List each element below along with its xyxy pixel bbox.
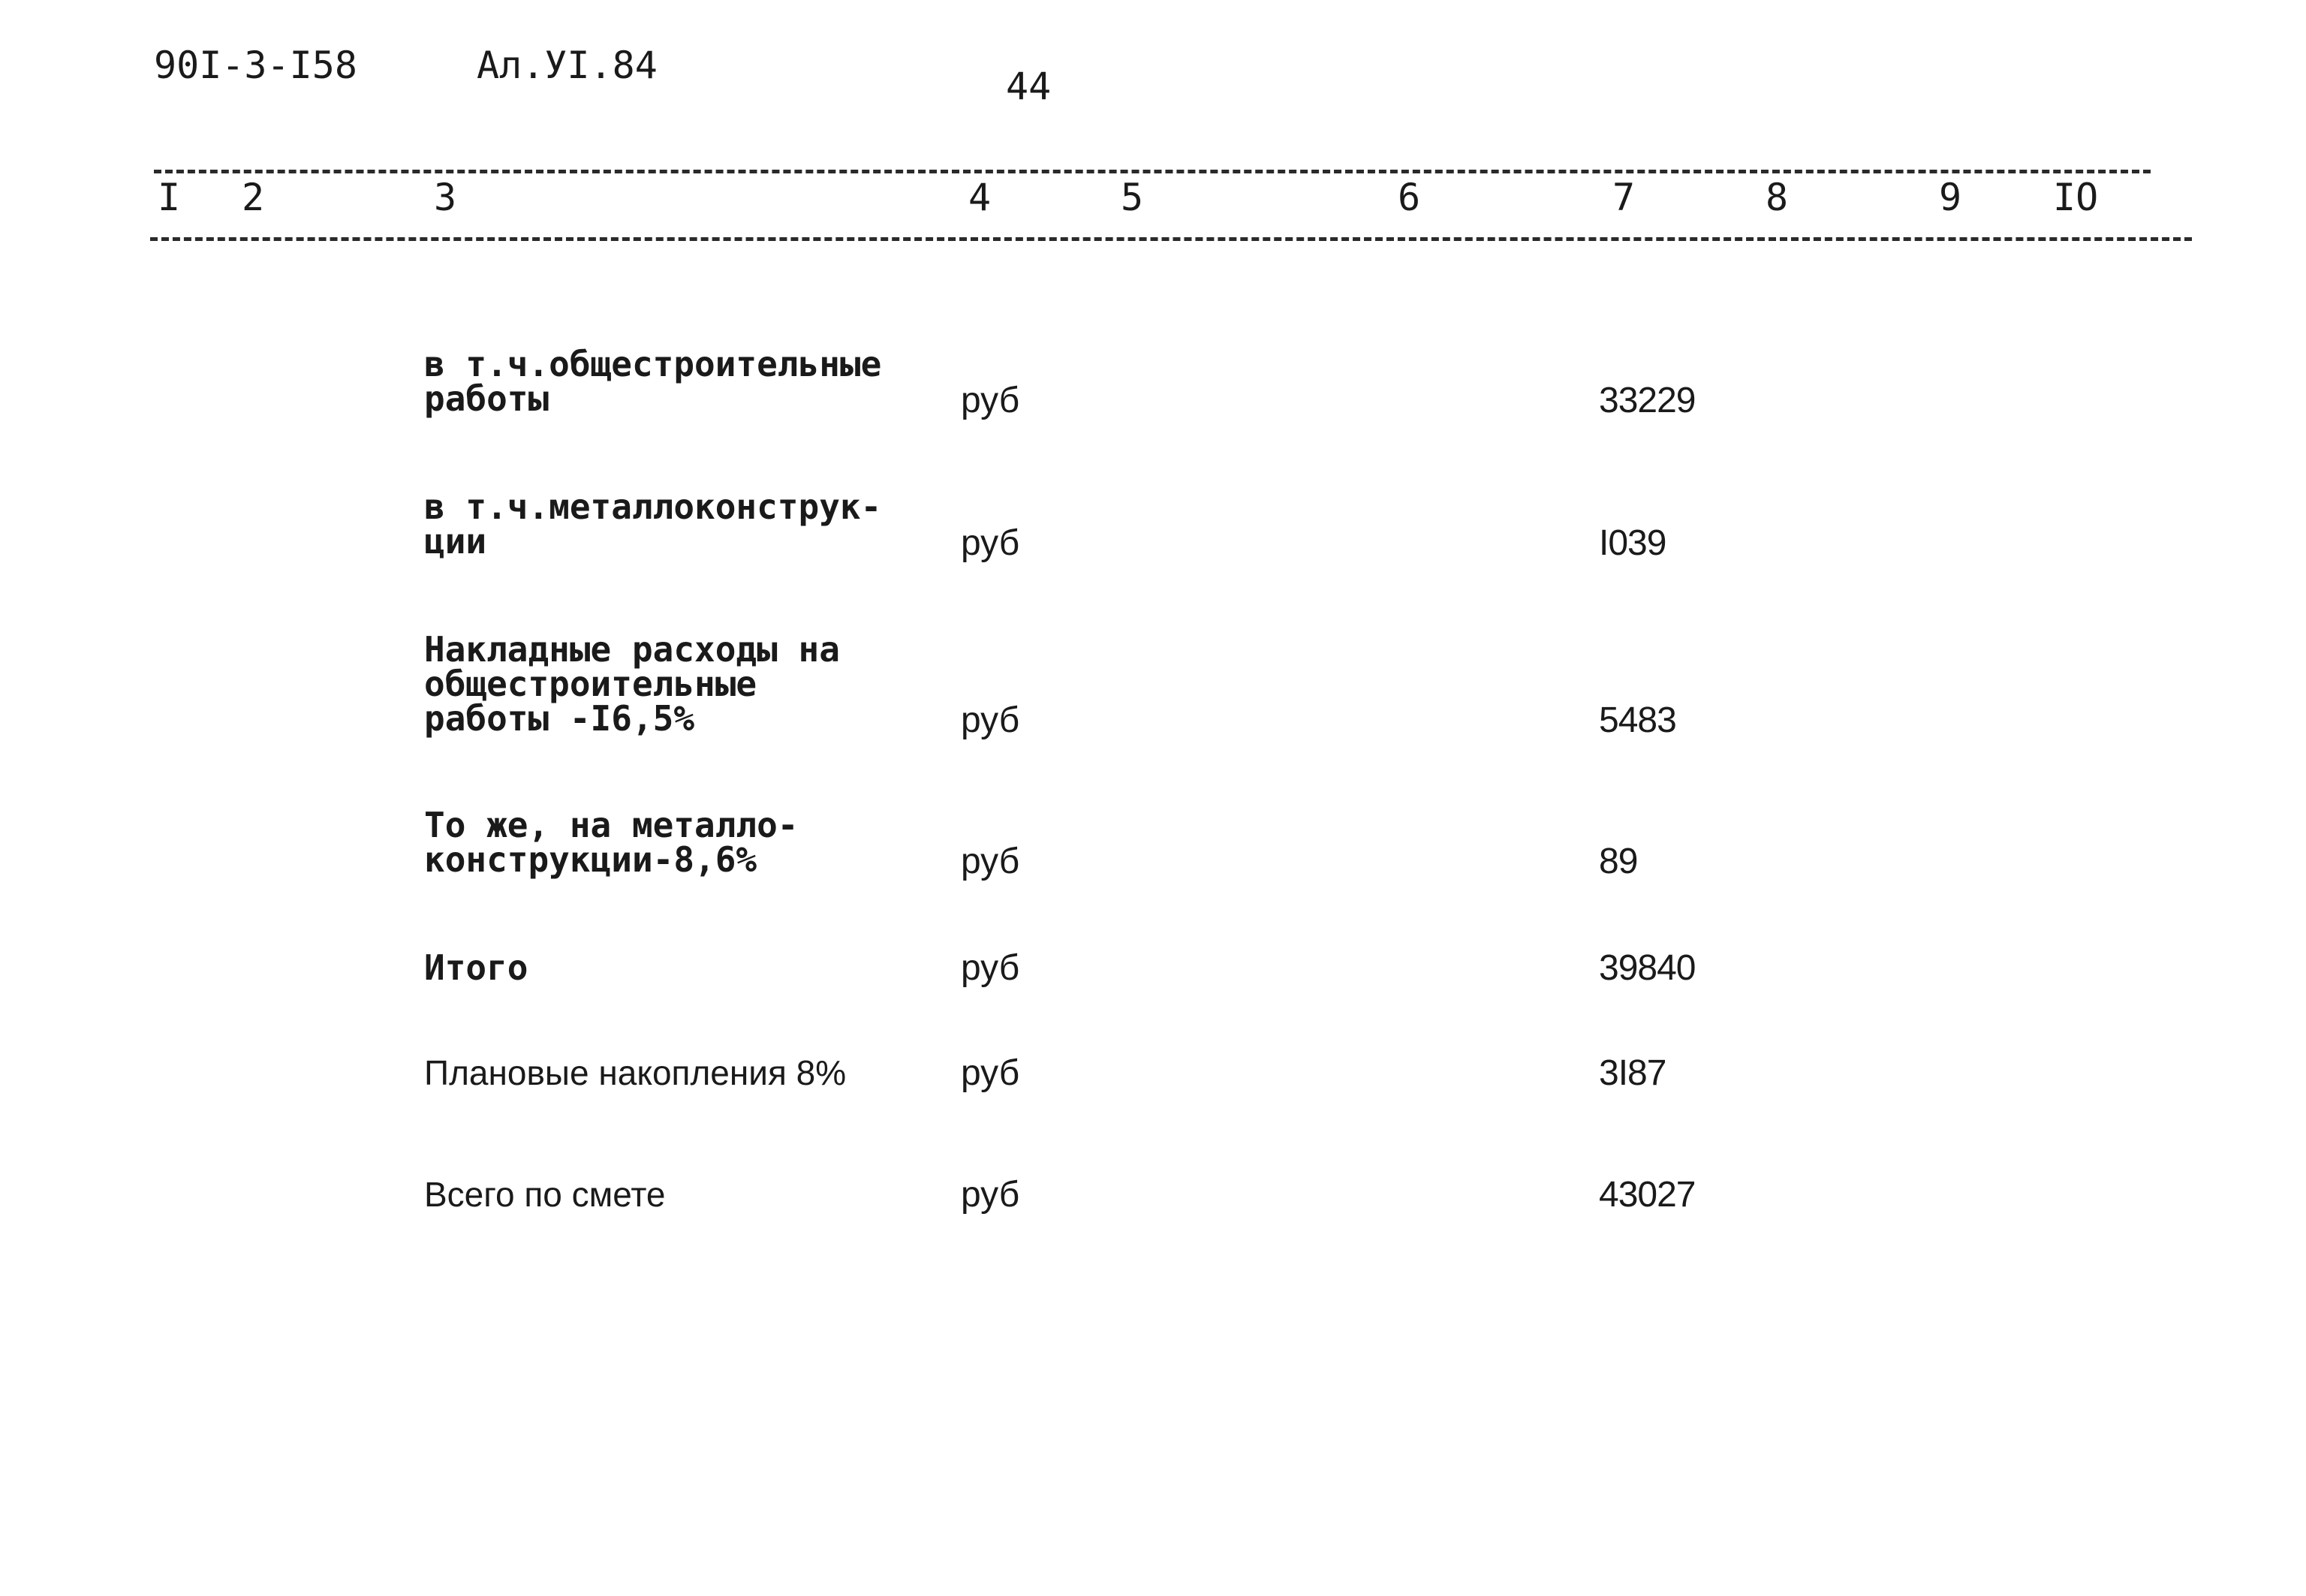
row-unit: руб (961, 948, 1020, 988)
row-amount: 89 (1599, 842, 1638, 881)
row-unit: руб (961, 1053, 1020, 1093)
row-unit: руб (961, 700, 1020, 740)
row-unit: руб (961, 523, 1020, 563)
page-number: 44 (1006, 65, 1052, 108)
column-number-7: 7 (1612, 176, 1636, 219)
column-header-top-rule (154, 170, 2151, 173)
row-amount: 3I87 (1599, 1053, 1666, 1093)
column-number-10: IO (2053, 176, 2099, 219)
row-description: Накладные расходы на общестроительные работы -I6,5% (424, 629, 840, 739)
page-header (0, 44, 2306, 108)
row-unit: руб (961, 842, 1020, 881)
column-number-3: 3 (434, 176, 457, 219)
row-description: Итого (424, 947, 528, 988)
column-number-6: 6 (1398, 176, 1421, 219)
row-amount: 43027 (1599, 1175, 1696, 1215)
column-number-2: 2 (242, 176, 265, 219)
row-unit: руб (961, 381, 1020, 420)
row-description: Всего по смете (424, 1175, 666, 1214)
row-amount: 39840 (1599, 948, 1696, 988)
row-amount: I039 (1599, 523, 1666, 563)
column-number-9: 9 (1939, 176, 1962, 219)
row-description: Плановые накопления 8% (424, 1053, 847, 1092)
row-description: в т.ч.металлоконструк- ции (424, 486, 882, 562)
document-code: 90I-3-I58 (154, 44, 357, 87)
column-number-5: 5 (1121, 176, 1144, 219)
album-code: Ал.УI.84 (477, 44, 658, 87)
row-description: То же, на металло- конструкции-8,6% (424, 805, 799, 880)
column-number-8: 8 (1766, 176, 1789, 219)
column-header-bottom-rule (150, 237, 2192, 241)
column-number-1: I (158, 176, 181, 219)
row-amount: 5483 (1599, 700, 1676, 740)
column-number-row (0, 176, 2306, 224)
row-amount: 33229 (1599, 381, 1696, 420)
row-description: в т.ч.общестроительные работы (424, 344, 882, 419)
column-number-4: 4 (968, 176, 992, 219)
row-unit: руб (961, 1175, 1020, 1215)
